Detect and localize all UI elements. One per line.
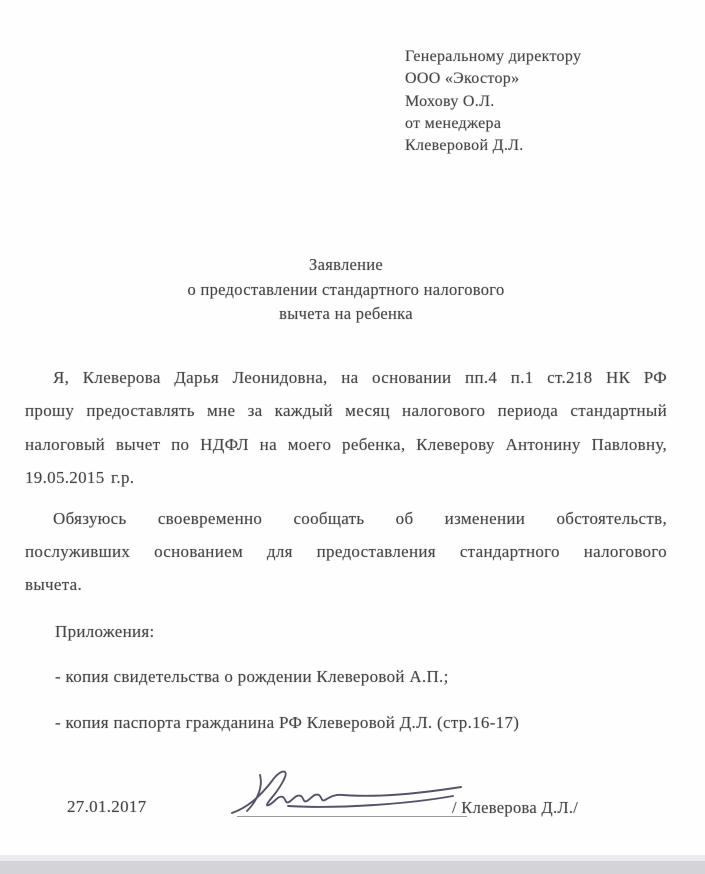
recipient-line: ООО «Экостор»	[405, 70, 520, 88]
title-line: о предоставлении стандартного налогового	[187, 279, 505, 299]
recipient-line: Клеверовой Д.Л.	[405, 137, 524, 155]
scan-edge-gray-bar	[0, 861, 705, 874]
paragraph-obligation	[25, 502, 667, 602]
recipient-line: Генеральному директору	[405, 48, 582, 65]
attachments-label: Приложения:	[55, 621, 155, 641]
body-line: вычета.	[25, 575, 83, 595]
paragraph-request	[25, 361, 667, 495]
body-line: послуживших основанием для предоставления стандартного налогового	[25, 542, 667, 562]
signatory-name: / Клеверова Д.Л./	[452, 798, 579, 817]
recipient-line: от менеджера	[405, 114, 502, 132]
document-date: 27.01.2017	[67, 797, 147, 816]
body-line: 19.05.2015 г.р.	[25, 468, 135, 488]
document-body	[25, 361, 667, 739]
body-line: налоговый вычет по НДФЛ на моего ребенка, Клеверову Антонину Павловну,	[25, 434, 667, 454]
handwritten-signature	[228, 766, 473, 820]
attachment-item: - копия свидетельства о рождении Клеверовой А.П.;	[55, 667, 449, 687]
body-line: Обязуюсь своевременно сообщать об изменении обстоятельств,	[53, 508, 667, 528]
recipient-line: Мохову О.Л.	[405, 92, 495, 110]
body-line: Я, Клеверова Дарья Леонидовна, на основании пп.4 п.1 ст.218 НК РФ	[53, 368, 667, 387]
title-line: вычета на ребенка	[279, 304, 413, 323]
document-title	[25, 253, 667, 327]
title-line: Заявление	[309, 255, 383, 274]
body-line: прошу предоставлять мне за каждый месяц налогового периода стандартный	[25, 401, 667, 421]
attachment-item: - копия паспорта гражданина РФ Клеверовой Д.Л. (стр.16-17)	[55, 712, 520, 732]
recipient-block	[405, 46, 675, 157]
